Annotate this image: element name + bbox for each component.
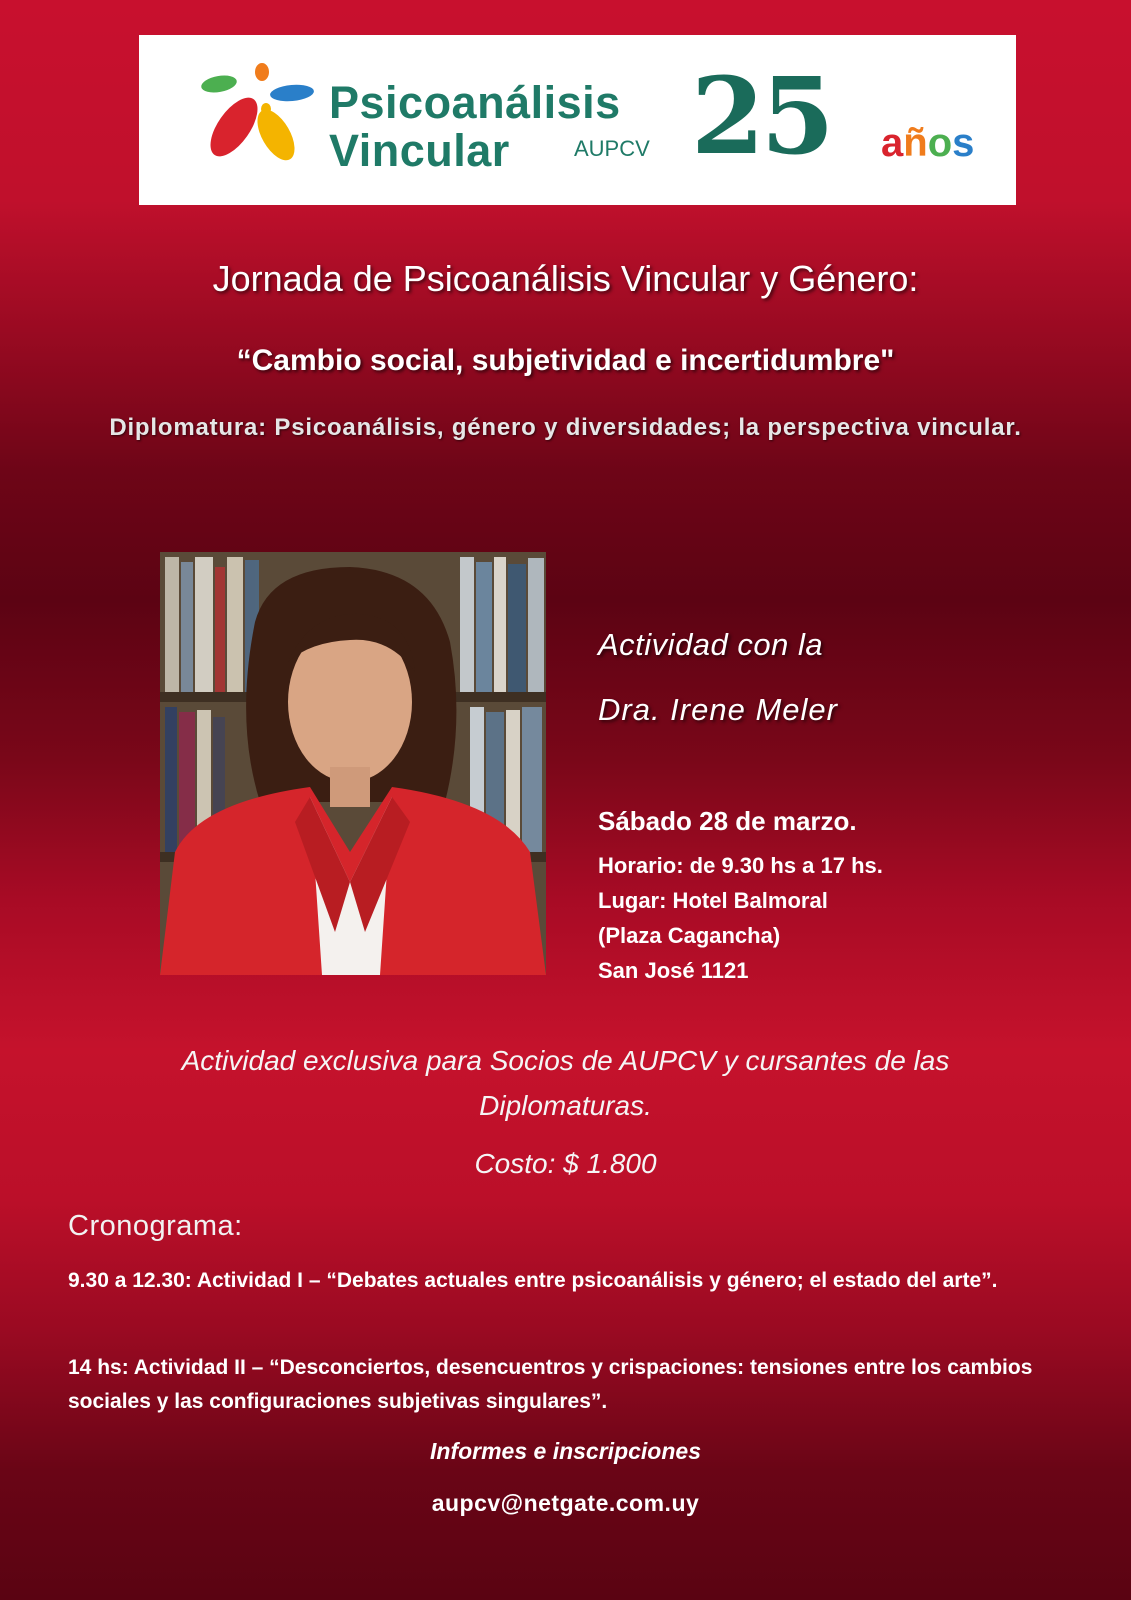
event-address: San José 1121 — [598, 958, 749, 983]
diploma-description: Diplomatura: Psicoanálisis, género y diversidades; la perspectiva vincular. — [109, 414, 1022, 441]
exclusive-note: Actividad exclusiva para Socios de AUPCV y cursantes de las Diplomaturas. — [181, 1045, 950, 1121]
event-time: Horario: de 9.30 hs a 17 hs. — [598, 853, 883, 878]
event-title: Jornada de Psicoanálisis Vincular y Género: — [212, 258, 919, 299]
anniversary-letter: ñ — [903, 121, 928, 165]
anniversary-letter: a — [881, 121, 904, 165]
aupcv-flower-logo-icon — [194, 57, 319, 167]
logo-banner — [139, 35, 1016, 205]
speaker-name: Dra. Irene Meler — [598, 692, 838, 727]
brand-name-line2: Vincular — [329, 125, 510, 176]
contact-heading: Informes e inscripciones — [430, 1438, 701, 1464]
event-date: Sábado 28 de marzo. — [598, 806, 857, 836]
speaker-photo — [160, 552, 546, 975]
brand-name-line1: Psicoanálisis — [329, 77, 621, 128]
schedule-item: 14 hs: Actividad II – “Desconciertos, desencuentros y crispaciones: tensiones entre los cambios sociales y las configuraciones subjetivas singulares”. — [68, 1356, 1033, 1413]
anniversary-letter: s — [952, 121, 975, 165]
event-place: Lugar: Hotel Balmoral — [598, 888, 828, 913]
anniversary-letter: o — [927, 121, 953, 165]
event-place-detail: (Plaza Cagancha) — [598, 923, 781, 948]
contact-email[interactable]: aupcv@netgate.com.uy — [431, 1490, 700, 1516]
event-cost: Costo: $ 1.800 — [474, 1148, 657, 1179]
anniversary-number: 25 — [691, 53, 831, 178]
schedule-heading: Cronograma: — [68, 1210, 243, 1242]
schedule-item: 9.30 a 12.30: Actividad I – “Debates actuales entre psicoanálisis y género; el estado del arte”. — [68, 1269, 998, 1292]
brand-org-acronym: AUPCV — [574, 136, 650, 161]
speaker-intro: Actividad con la — [598, 627, 824, 662]
anniversary-word — [881, 123, 974, 163]
event-subtitle: “Cambio social, subjetividad e incertidumbre" — [236, 344, 895, 377]
